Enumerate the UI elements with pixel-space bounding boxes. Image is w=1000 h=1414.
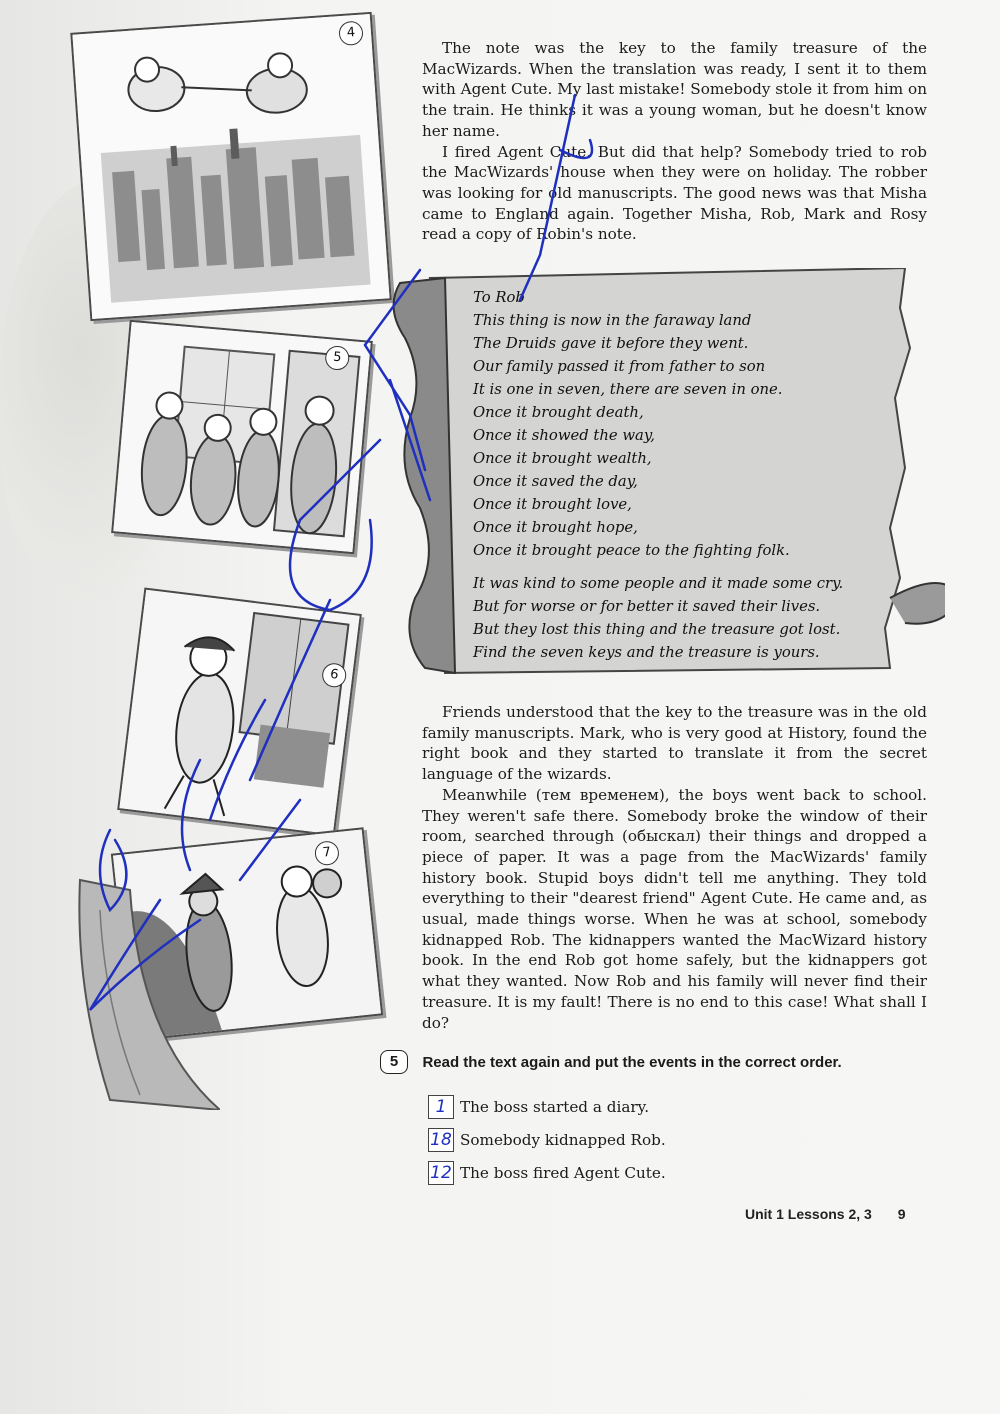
exercise-item xyxy=(428,1090,908,1123)
event-text: The boss started a diary. xyxy=(460,1097,650,1116)
exercise-number-badge: 5 xyxy=(380,1050,408,1074)
poem-line: It is one in seven, there are seven in one. xyxy=(473,381,783,398)
poem-line: But they lost this thing and the treasure got lost. xyxy=(473,621,841,638)
illustration-6-boy-at-window xyxy=(117,587,362,836)
exercise-item xyxy=(428,1156,908,1189)
story-paragraph: Friends understood that the key to the treasure was in the old family manuscripts. Mark, who is very good at History, found the right book and they started to translate it from the secret language of the wizards. xyxy=(422,703,927,784)
parchment-scroll xyxy=(385,268,945,683)
unit-lesson-label: Unit 1 Lessons 2, 3 xyxy=(745,1206,872,1222)
story-paragraph: The note was the key to the family treasure of the MacWizards. When the translation was ready, I sent it to them with Agent Cute. My last mistake! Somebody stole it from him on the train. He thinks it was a young woman, but he doesn't know her name. xyxy=(422,39,927,140)
poem-line: Once it brought hope, xyxy=(473,519,638,536)
page-curl-decoration xyxy=(70,870,220,1110)
poem-line: Once it showed the way, xyxy=(473,427,655,444)
answer-box[interactable]: 12 xyxy=(428,1161,454,1185)
poem-line: To Rob xyxy=(473,289,525,306)
illustration-4-flying-over-city xyxy=(70,12,391,321)
illustration-number: 4 xyxy=(338,20,364,46)
illustration-number: 7 xyxy=(314,840,340,866)
poem-line: Find the seven keys and the treasure is yours. xyxy=(473,644,820,661)
exercise-instruction: Read the text again and put the events in the correct order. xyxy=(422,1053,842,1071)
page-footer xyxy=(745,1206,906,1222)
poem-line: Once it brought wealth, xyxy=(473,450,652,467)
poem-line: This thing is now in the faraway land xyxy=(473,312,752,329)
poem-line: Once it brought death, xyxy=(473,404,644,421)
illustration-number: 6 xyxy=(321,662,348,689)
poem-line: Once it brought peace to the fighting folk. xyxy=(473,542,790,559)
poem-line: Once it saved the day, xyxy=(473,473,638,490)
exercise-5 xyxy=(380,1050,940,1183)
story-text-top xyxy=(422,38,927,245)
event-text: The boss fired Agent Cute. xyxy=(460,1163,666,1182)
exercise-item xyxy=(428,1123,908,1156)
answer-box[interactable]: 1 xyxy=(428,1095,454,1119)
story-paragraph: I fired Agent Cute. But did that help? Somebody tried to rob the MacWizards' house when they were on holiday. The robber was looking for old manuscripts. The good news was that Misha came to England again. Together Misha, Rob, Mark and Rosy read a copy of Robin's note. xyxy=(422,142,927,244)
event-text: Somebody kidnapped Rob. xyxy=(460,1130,666,1149)
story-paragraph: Meanwhile (тем временем), the boys went back to school. They weren't safe there. Somebody broke the window of their room, searched through (обыскал) their things and dropped a piece of paper. It was a page from the MacWizards' family history book. Stupid boys didn't tell me anything. They told everything to their "dearest friend" Agent Cute. He came and, as usual, made things worse. When he was at school, somebody kidnapped Rob. The kidnappers wanted the MacWizard history book. In the end Rob got home safely, but the kidnappers got what they wanted. Now Rob and his family will never find their treasure. It is my fault! There is no end to this case! What shall I do? xyxy=(422,785,927,1032)
poem-line: It was kind to some people and it made some cry. xyxy=(473,575,844,592)
illustration-number: 5 xyxy=(324,345,350,371)
poem-line: Once it brought love, xyxy=(473,496,632,513)
exercise-items xyxy=(428,1090,908,1189)
poem-line: But for worse or for better it saved their lives. xyxy=(473,598,821,615)
poem-line: The Druids gave it before they went. xyxy=(473,335,749,352)
story-text-bottom xyxy=(422,702,927,1033)
answer-box[interactable]: 18 xyxy=(428,1128,454,1152)
page-number: 9 xyxy=(897,1206,906,1222)
poem-line: Our family passed it from father to son xyxy=(473,358,766,375)
illustration-5-family-at-door xyxy=(111,320,373,554)
robin-note-poem xyxy=(473,286,883,664)
